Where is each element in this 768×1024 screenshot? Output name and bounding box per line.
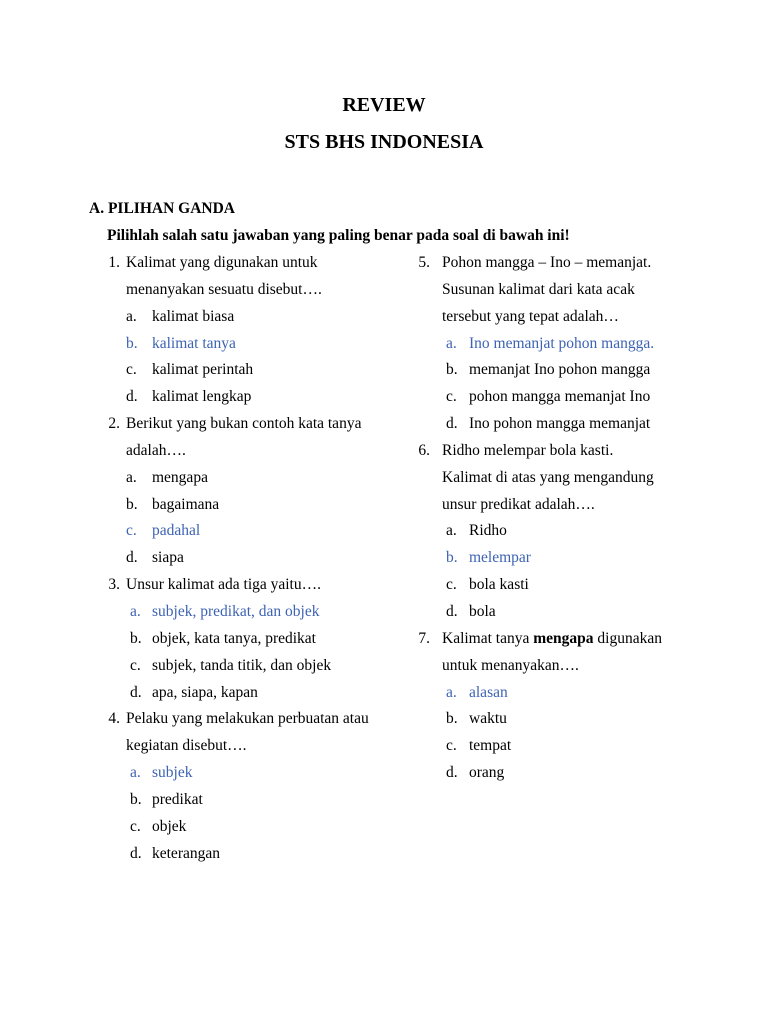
option-letter: b. [446,710,458,728]
question-line [0,468,768,495]
option-letter: c. [130,817,141,835]
question-text: Pelaku yang melakukan perbuatan atau [126,710,369,728]
option-text: tempat [469,737,512,755]
option-letter: c. [446,388,457,406]
option-text: Ridho [469,522,507,540]
question-text: Ridho melempar bola kasti. [442,441,614,459]
answer-option [0,790,400,817]
question-line [0,280,768,307]
question-number: 3. [108,576,120,594]
question-text: untuk menanyakan…. [442,656,579,674]
option-letter: d. [130,683,142,701]
option-letter: c. [446,576,457,594]
answer-option [0,844,400,871]
option-text: waktu [469,710,507,728]
question-text: unsur predikat adalah…. [442,495,595,513]
question-number: 5. [418,254,430,271]
option-letter: a. [446,683,457,701]
answer-option [0,548,768,575]
option-text: padahal [152,522,201,540]
option-text: bola kasti [469,576,529,594]
option-letter: d. [130,844,142,862]
option-text: melempar [469,549,531,567]
option-letter: a. [126,468,137,486]
question-text [442,629,662,649]
question-text: tersebut yang tepat adalah… [442,307,619,325]
question-text: kegiatan disebut…. [126,737,247,755]
question-text-start: Kalimat tanya [442,629,534,647]
section-title: A. PILIHAN GANDA [89,200,235,217]
question-line [0,253,768,280]
option-text: Ino pohon mangga memanjat [469,415,651,433]
answer-option [0,387,768,414]
question-text: Kalimat yang digunakan untuk [126,254,318,271]
option-text: alasan [469,683,508,701]
option-text: siapa [152,549,184,567]
option-text: subjek [152,764,193,782]
question-text: Berikut yang bukan contoh kata tanya [126,415,362,433]
document-title: REVIEW [342,94,426,116]
option-letter: d. [446,415,458,433]
option-letter: d. [126,388,138,406]
question-number: 7. [418,629,430,647]
question-text: Pohon mangga – Ino – memanjat. [442,254,652,271]
answer-option [0,334,768,361]
option-letter: d. [446,764,458,782]
question-text: Kalimat di atas yang mengandung [442,468,654,486]
option-letter: b. [130,629,142,647]
question-line [0,629,768,656]
question-number: 6. [418,441,430,459]
question-line [0,656,768,683]
option-text: Ino memanjat pohon mangga. [469,334,655,352]
option-text: bagaimana [152,495,220,513]
option-letter: d. [446,602,458,620]
option-text: objek, kata tanya, predikat [152,629,316,647]
answer-option [0,602,768,629]
question-item [0,441,768,629]
option-letter: d. [126,549,138,567]
right-question-column [0,253,768,790]
option-text: predikat [152,790,203,808]
question-line [0,307,768,334]
option-letter: a. [446,522,457,540]
option-text: subjek, tanda titik, dan objek [152,656,332,674]
question-text: menanyakan sesuatu disebut…. [126,280,322,298]
option-text: pohon mangga memanjat Ino [469,388,651,406]
answer-option [0,709,768,736]
answer-option [0,521,768,548]
answer-option [0,736,768,763]
option-letter: c. [126,361,137,379]
answer-option [0,683,768,710]
option-letter: c. [130,656,141,674]
option-text: kalimat lengkap [152,388,252,406]
answer-option [0,360,768,387]
option-letter: a. [126,307,137,325]
answer-option [0,817,400,844]
option-letter: b. [446,549,458,567]
question-line [0,441,768,468]
option-text: subjek, predikat, dan objek [152,602,320,620]
question-item [0,253,768,441]
question-text-tail: digunakan [593,629,662,647]
question-line [0,495,768,522]
question-keyword: mengapa [533,629,594,647]
option-letter: a. [130,764,141,782]
option-letter: c. [126,522,137,540]
question-number: 2. [108,415,120,433]
option-text: objek [152,817,187,835]
option-text: orang [469,764,505,782]
document-subtitle: STS BHS INDONESIA [284,131,484,153]
question-text: Susunan kalimat dari kata acak [442,280,635,298]
option-text: memanjat Ino pohon mangga [469,361,651,379]
answer-option [0,763,768,790]
question-number: 4. [108,710,120,728]
question-number: 1. [108,254,120,271]
answer-option [0,575,768,602]
option-letter: a. [130,602,141,620]
option-letter: b. [126,334,138,352]
option-text: bola [469,602,496,620]
question-item [0,629,768,790]
option-text: keterangan [152,844,220,862]
question-text: adalah…. [126,441,186,459]
option-text: kalimat perintah [152,361,254,379]
answer-option [0,414,768,441]
option-text: mengapa [152,468,208,486]
option-letter: b. [130,790,142,808]
question-text: Unsur kalimat ada tiga yaitu…. [126,576,321,594]
option-letter: b. [126,495,138,513]
option-text: kalimat biasa [152,307,235,325]
option-text: apa, siapa, kapan [152,683,258,701]
option-letter: c. [446,737,457,755]
option-letter: a. [446,334,457,352]
instruction-text: Pilihlah salah satu jawaban yang paling benar pada soal di bawah ini! [107,227,570,244]
option-text: kalimat tanya [152,334,236,352]
option-letter: b. [446,361,458,379]
